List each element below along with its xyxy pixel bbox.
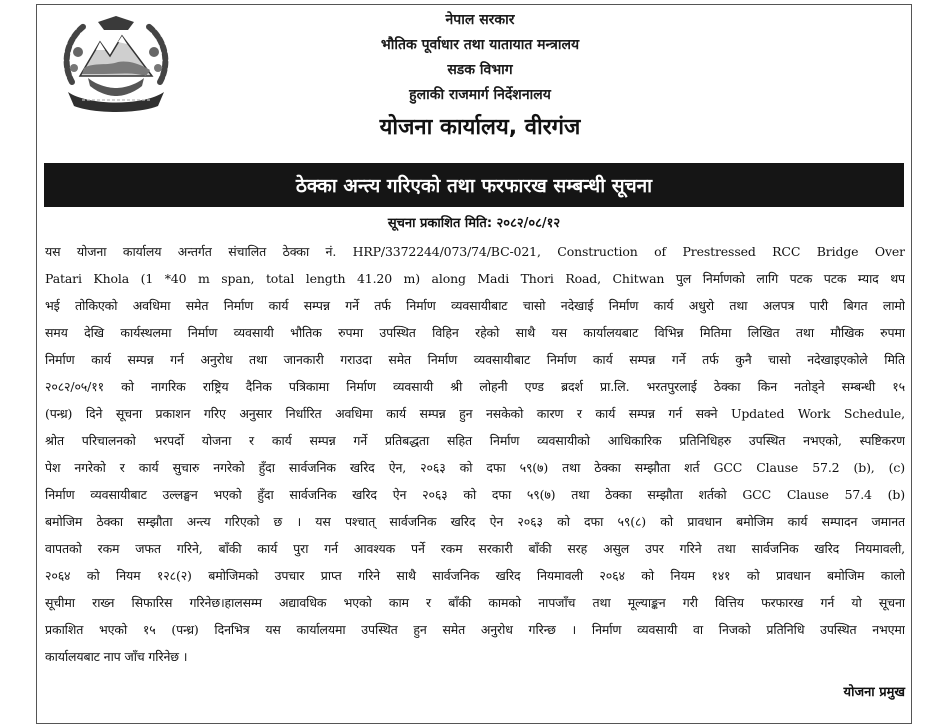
- body-line: यस योजना कार्यालय अन्तर्गत संचालित ठेक्का नं. HRP/3372244/073/74/BC-021, Construction of Prestressed RCC Bridge Over: [45, 244, 905, 259]
- body-line: Patari Khola (1 *40 m span, total length 41.20 m) along Madi Thori Road, Chitwan पुल निर्माणको लागि पटक पटक म्याद थप: [45, 271, 905, 286]
- body-line: समय देखि कार्यस्थलमा निर्माण व्यवसायी भौतिक रुपमा उपस्थित विहिन रहेको साथै यस कार्यालयबाट विभिन्न मितिमा लिखित तथा मौखिक रुपमा: [45, 325, 905, 340]
- body-line: सूचीमा राख्न सिफारिस गरिनेछ।हालसम्म अद्यावधिक भएको काम र बाँकी कामको नापजाँच तथा मूल्याङ्कन गरी वित्तिय फरफारख गर्न यो सूचना: [45, 595, 905, 610]
- notice-title-banner: [44, 163, 904, 207]
- ministry-name: भौतिक पूर्वाधार तथा यातायात मन्त्रालय: [380, 37, 580, 53]
- office-title: योजना कार्यालय, वीरगंज: [379, 115, 581, 140]
- body-line: (पन्ध्र) दिने सूचना प्रकाशन गरिए अनुसार निर्धारित अवधिमा कार्य सम्पन्न हुन नसकेको कारण र कार्य सम्पन्न गर्न सक्ने Updated Work Schedule,: [45, 406, 905, 421]
- directorate-name: हुलाकी राजमार्ग निर्देशनालय: [409, 87, 551, 103]
- body-line: पेश नगरेको र कार्य सुचारु नगरेको हुँदा सार्वजनिक खरिद ऐन, २०६३ को दफा ५९(७) तथा ठेक्का सम्झौता शर्त GCC Clause 57.2 (b), (c): [45, 460, 905, 475]
- body-line: निर्माण कार्य सम्पन्न गर्न अनुरोध तथा जानकारी गराउदा समेत निर्माण व्यवसायीबाट निर्माण कार्य सम्पन्न गर्ने तर्फ कुनै चासो नदेखाइएकोले मिति: [45, 352, 905, 367]
- department-name: सडक विभाग: [447, 62, 513, 78]
- publication-date: सूचना प्रकाशित मिति: २०८२/०८/१२: [387, 216, 561, 231]
- body-line: प्रकाशित भएको १५ (पन्ध्र) दिनभित्र यस कार्यालयमा उपस्थित हुन समेत अनुरोध गरिन्छ । निर्माण व्यवसायी वा निजको प्रतिनिधि उपस्थित नभएमा: [45, 622, 905, 637]
- notice-body: [45, 238, 905, 670]
- government-name: नेपाल सरकार: [445, 12, 515, 28]
- body-line: २०८२/०५/११ को नागरिक राष्ट्रिय दैनिक पत्रिकामा निर्माण व्यवसायी श्री लोहनी एण्ड ब्रदर्श प्रा.लि. भरतपुरलाई ठेक्का किन नतोड्ने सम्बन्धी १५: [45, 379, 905, 394]
- nepal-government-emblem-icon: [58, 12, 174, 116]
- notice-title: ठेक्का अन्त्य गरिएको तथा फरफारख सम्बन्धी सूचना: [295, 175, 653, 197]
- body-line: कार्यालयबाट नाप जाँच गरिनेछ ।: [45, 649, 188, 664]
- body-line: २०६४ को नियम १२८(२) बमोजिमको उपचार प्राप्त गरिने साथै सार्वजनिक खरिद नियमावली २०६४ को नियम १४१ को प्रावधान बमोजिम कालो: [45, 568, 905, 583]
- body-line: वापतको रकम जफत गरिने, बाँकी कार्य पुरा गर्न आवश्यक पर्ने रकम सरकारी बाँकी सरह असुल उपर गरिने तथा सार्वजनिक खरिद नियमावली,: [45, 541, 905, 556]
- body-line: श्रोत परिचालनको भरपर्दो योजना र कार्य सम्पन्न गर्ने प्रतिबद्धता सहित निर्माण व्यवसायीको आधिकारिक प्रतिनिधिहरु उपस्थित नभएको, स्पष्टिकरण: [45, 433, 905, 448]
- body-line: बमोजिम ठेक्का सम्झौता अन्त्य गरिएको छ । यस पश्चात् सार्वजनिक खरिद ऐन २०६३ को दफा ५९(८) को प्रावधान बमोजिम कार्य सम्पादन जमानत: [45, 514, 905, 529]
- body-line: भई तोकिएको अवधिमा समेत निर्माण कार्य सम्पन्न गर्ने तर्फ निर्माण व्यवसायीबाट चासो नदेखाई निर्माण कार्य अधुरो तथा अलपत्र पारी बिगत लामो: [45, 298, 905, 313]
- body-line: निर्माण व्यवसायीबाट उल्लङ्घन भएको हुँदा सार्वजनिक खरिद ऐन २०६३ को दफा ५९(७) तथा ठेक्का सम्झौता शर्तको GCC Clause 57.4 (b): [45, 487, 905, 502]
- header-block: [200, 8, 760, 144]
- signature-title: योजना प्रमुख: [843, 685, 905, 700]
